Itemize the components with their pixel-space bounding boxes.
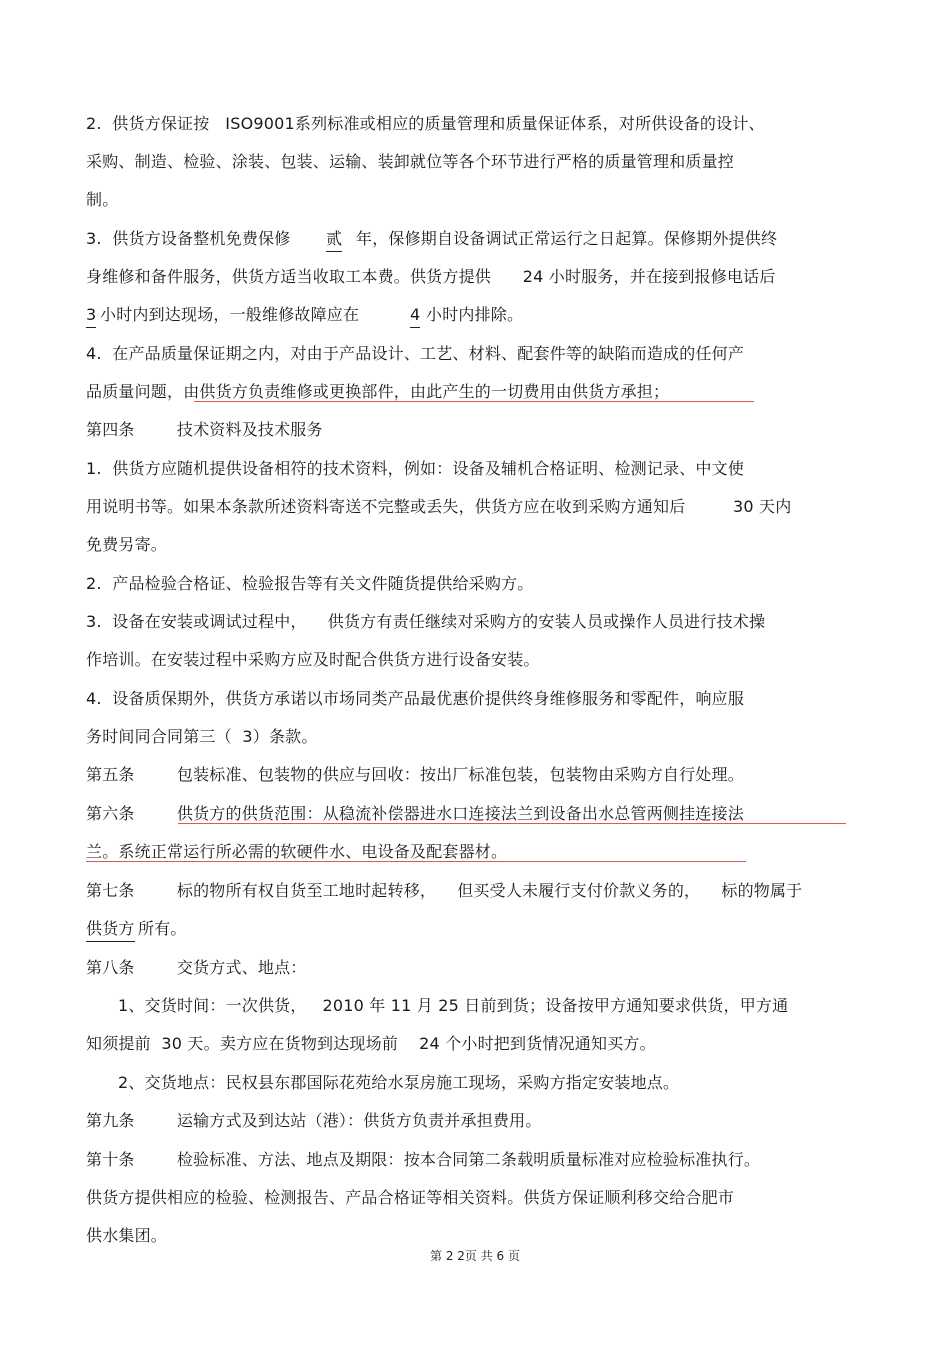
text-line: 品质量问题，由供货方负责维修或更换部件，由此产生的一切费用由供货方承担； (86, 382, 670, 401)
text-line: 1、交货时间：一次供货， 2010 年 11 月 25 日前到货；设备按甲方通知要求供货，甲方通 (118, 996, 789, 1015)
text-line: 4. 设备质保期外，供货方承诺以市场同类产品最优惠价提供终身维修服务和零配件，响应服 (86, 689, 745, 708)
article-heading: 第五条 包装标准、包装物的供应与回收：按出厂标准包装，包装物由采购方自行处理。 (86, 765, 744, 784)
text-line: 采购、制造、检验、涂装、包装、运输、装卸就位等各个环节进行严格的质量管理和质量控 (86, 152, 735, 171)
text-line: 3. 供货方设备整机免费保修 (86, 229, 291, 248)
text-line: 制。 (86, 190, 119, 209)
page-footer: 第 2 2页 共 6 页 (430, 1249, 520, 1263)
text-line: 供水集团。 (86, 1226, 168, 1245)
text-line: 所有。 (138, 919, 187, 938)
text-line: 用说明书等。如果本条款所述资料寄送不完整或丢失，供货方应在收到采购方通知后 30 天内 (86, 497, 792, 516)
text-line: 知须提前 30 天。卖方应在货物到达现场前 24 个小时把到货情况通知买方。 (86, 1034, 656, 1053)
text-line: 1. 供货方应随机提供设备相符的技术资料，例如：设备及辅机合格证明、检测记录、中文使 (86, 459, 745, 478)
text-line: 4. 在产品质量保证期之内，对由于产品设计、工艺、材料、配套件等的缺陷而造成的任何产 (86, 344, 745, 363)
red-annotation-line (86, 861, 746, 862)
article-heading: 第七条 标的物所有权自货至工地时起转移， 但买受人未履行支付价款义务的， 标的物属于 (86, 881, 803, 900)
article-heading: 第十条 检验标准、方法、地点及期限：按本合同第二条载明质量标准对应检验标准执行。 (86, 1150, 761, 1169)
red-annotation-line (178, 823, 846, 824)
article-heading: 第六条 供货方的供货范围：从稳流补偿器进水口连接法兰到设备出水总管两侧挂连接法 (86, 804, 744, 823)
text-line: 小时内排除。 (426, 305, 524, 324)
text-line: 务时间同合同第三（ 3）条款。 (86, 727, 318, 746)
underlined-value: 供货方 (86, 918, 135, 942)
text-line: 年，保修期自设备调试正常运行之日起算。保修期外提供终 (356, 229, 778, 248)
text-line: 作培训。在安装过程中采购方应及时配合供货方进行设备安装。 (86, 650, 540, 669)
text-line: 身维修和备件服务，供货方适当收取工本费。供货方提供 24 小时服务，并在接到报修电话后 (86, 267, 776, 286)
underlined-value: 贰 (326, 228, 342, 252)
article-heading: 第九条 运输方式及到达站（港）：供货方负责并承担费用。 (86, 1111, 542, 1130)
text-line: 供货方提供相应的检验、检测报告、产品合格证等相关资料。供货方保证顺利移交给合肥市 (86, 1188, 735, 1207)
text-line: 小时内到达现场，一般维修故障应在 (100, 305, 360, 324)
underlined-value: 4 (410, 304, 420, 328)
article-heading: 第八条 交货方式、地点： (86, 958, 307, 977)
text-line: 2. 供货方保证按 ISO9001系列标准或相应的质量管理和质量保证体系，对所供设备的设计、 (86, 114, 765, 133)
article-heading: 第四条 技术资料及技术服务 (86, 420, 323, 439)
underlined-value: 3 (86, 304, 96, 328)
text-line: 2、交货地点：民权县东郡国际花苑给水泵房施工现场，采购方指定安装地点。 (118, 1073, 680, 1092)
text-line: 2. 产品检验合格证、检验报告等有关文件随货提供给采购方。 (86, 574, 534, 593)
text-line: 兰。系统正常运行所必需的软硬件水、电设备及配套器材。 (86, 842, 508, 861)
text-line: 免费另寄。 (86, 535, 168, 554)
red-annotation-line (194, 401, 754, 402)
text-line: 3. 设备在安装或调试过程中， 供货方有责任继续对采购方的安装人员或操作人员进行技术操 (86, 612, 766, 631)
